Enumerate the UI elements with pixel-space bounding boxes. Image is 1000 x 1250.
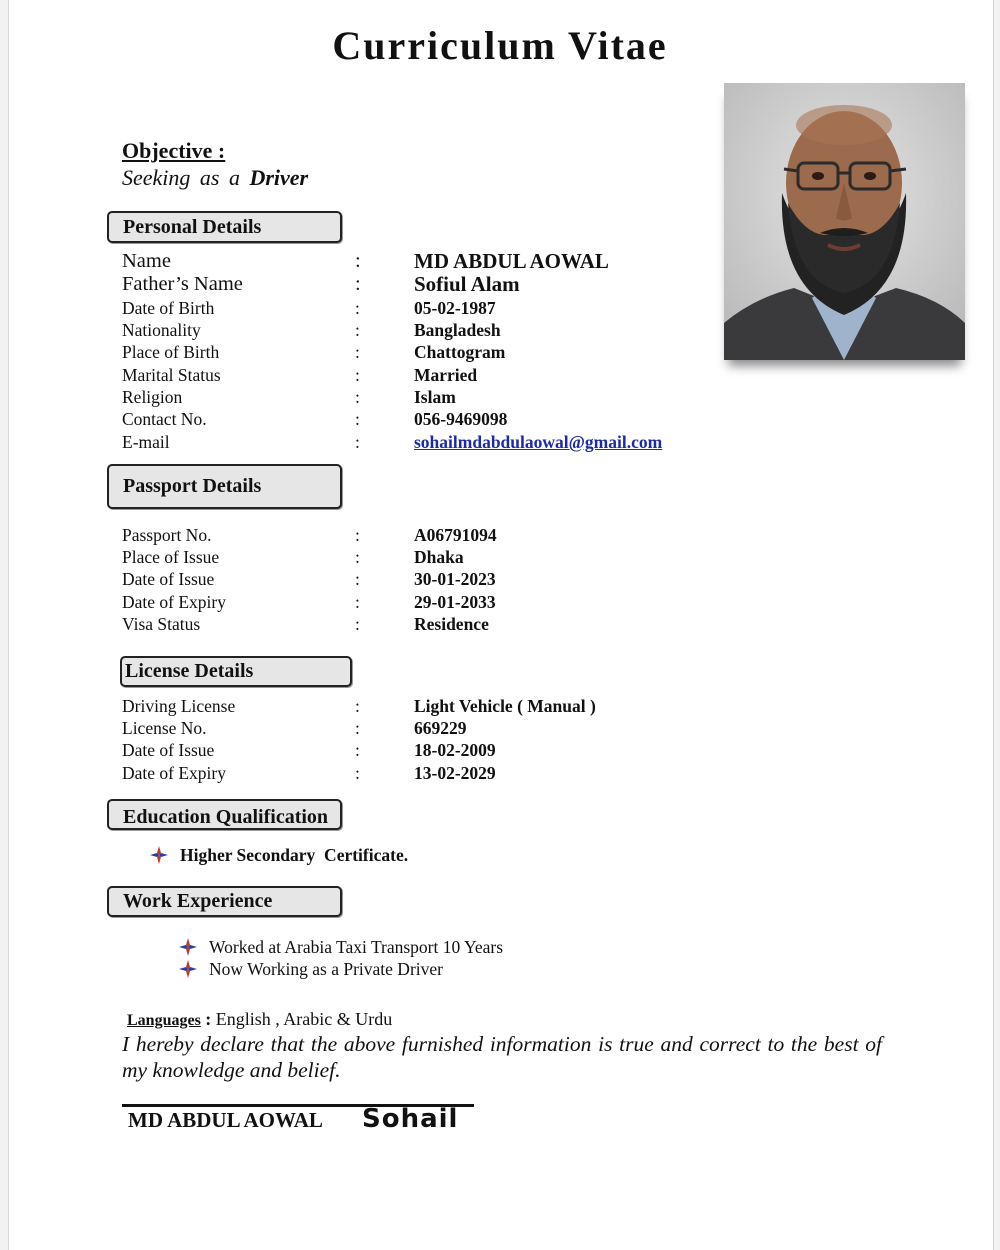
field-value: 13-02-2029 [414,763,496,783]
field-separator: : [355,387,360,407]
field-separator: : [355,365,360,385]
field-separator: : [355,432,360,452]
field-value: Dhaka [414,547,464,567]
list-item [179,958,443,980]
bullet-arrow-icon [179,960,197,978]
field-label: Marital Status [122,365,221,385]
field-separator: : [355,718,360,738]
bullet-icon [179,960,197,978]
license-row [122,695,822,717]
passport-details-heading: Passport Details [107,464,342,509]
field-separator: : [355,592,360,612]
passport-row [122,524,822,546]
personal-row [122,271,822,297]
languages-line [127,1009,392,1030]
field-separator: : [355,320,360,340]
field-label: Visa Status [122,614,201,634]
bullet-arrow-icon [179,938,197,956]
signature-mark: Sohail [362,1104,459,1134]
list-item [179,936,503,958]
personal-row [122,297,822,319]
bullet-icon [150,846,168,864]
passport-row [122,546,822,568]
field-separator: : [355,273,361,295]
field-label: Date of Issue [122,569,215,589]
field-separator: : [355,525,360,545]
field-label: Date of Expiry [122,592,226,612]
field-label: Date of Birth [122,298,215,318]
personal-row [122,408,822,430]
field-separator: : [355,740,360,760]
field-value: Chattogram [414,342,506,362]
email-link[interactable]: sohailmdabdulaowal@gmail.com [414,432,663,452]
field-separator: : [355,763,360,783]
field-label: Contact No. [122,409,207,429]
list-item-text: Higher Secondary Certificate. [180,845,409,865]
field-label: Place of Issue [122,547,220,567]
field-label: Passport No. [122,525,212,545]
personal-row [122,386,822,408]
personal-row [122,364,822,386]
field-value: 056-9469098 [414,409,508,429]
passport-row [122,591,822,613]
field-label: Name [122,250,171,272]
objective-text: Seeking as a [122,165,240,190]
declaration-text: I hereby declare that the above furnished information is true and correct to the best of my knowledge and belief. [122,1032,882,1082]
field-label: Place of Birth [122,342,220,362]
field-separator: : [355,569,360,589]
field-value: Bangladesh [414,320,501,340]
education-heading: Education Qualification [107,799,342,830]
personal-details-heading: Personal Details [107,211,342,243]
objective-role: Driver [249,165,309,190]
field-separator: : [355,696,360,716]
field-label: E-mail [122,432,170,452]
personal-row [122,319,822,341]
list-item-text: Worked at Arabia Taxi Transport 10 Years [209,937,504,957]
field-label: License No. [122,718,207,738]
field-value: 05-02-1987 [414,298,496,318]
field-label: Date of Issue [122,740,215,760]
personal-row [122,431,822,453]
field-value: A06791094 [414,525,497,545]
list-item [150,844,408,866]
languages-label: Languages [127,1012,201,1029]
field-separator: : [355,250,361,272]
field-separator: : [355,298,360,318]
field-label: Date of Expiry [122,763,226,783]
languages-separator: : [200,1009,216,1029]
list-item-text: Now Working as a Private Driver [209,959,443,979]
field-value: Islam [414,387,456,407]
license-row [122,762,822,784]
field-value: 30-01-2023 [414,569,496,589]
field-value: 669229 [414,718,467,738]
field-separator: : [355,547,360,567]
license-details-heading: License Details [120,656,352,687]
license-row [122,717,822,739]
objective-line [122,165,308,191]
field-value: Light Vehicle ( Manual ) [414,696,596,716]
bullet-arrow-icon [150,846,168,864]
bullet-icon [179,938,197,956]
field-label: Father’s Name [122,273,243,295]
signature-name: MD ABDUL AOWAL [128,1108,323,1132]
field-value: 29-01-2033 [414,592,496,612]
field-separator: : [355,342,360,362]
languages-value: English , Arabic & Urdu [215,1009,393,1029]
work-experience-heading: Work Experience [107,886,342,917]
license-row [122,739,822,761]
personal-row [122,341,822,363]
field-value: 18-02-2009 [414,740,496,760]
field-label: Nationality [122,320,201,340]
field-separator: : [355,409,360,429]
page-title: Curriculum Vitae [332,23,668,68]
passport-row [122,568,822,590]
field-value: Married [414,365,478,385]
field-label: Driving License [122,696,236,716]
field-separator: : [355,614,360,634]
field-value: Sofiul Alam [414,272,520,296]
passport-row [122,613,822,635]
field-value: MD ABDUL AOWAL [414,249,609,273]
field-value: Residence [414,614,489,634]
field-label: Religion [122,387,183,407]
objective-heading: Objective : [122,138,226,163]
